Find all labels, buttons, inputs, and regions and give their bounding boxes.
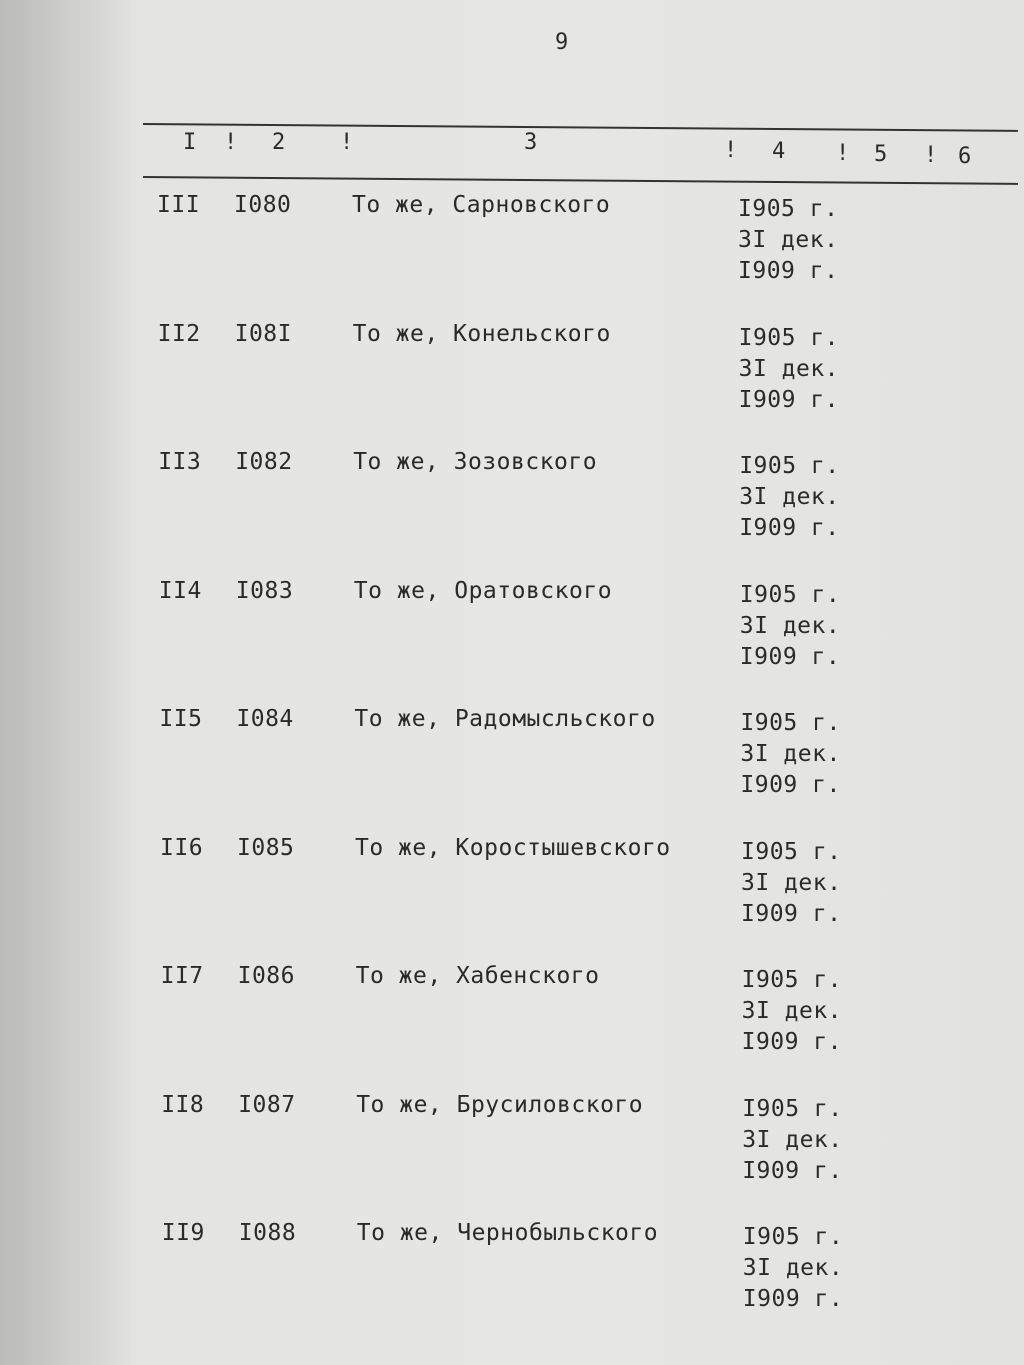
table-row — [0, 835, 1024, 955]
row-title: То же, Брусиловского — [356, 1091, 644, 1118]
header-separator: ! — [340, 130, 354, 155]
row-title: То же, Коростышевского — [355, 834, 671, 861]
row-code: I080 — [234, 192, 292, 218]
row-dates — [738, 194, 838, 287]
row-dates — [739, 451, 839, 544]
date-line: I909 г. — [739, 643, 841, 670]
row-dates — [740, 708, 840, 801]
date-line: 3I дек. — [738, 227, 839, 253]
row-code: I083 — [235, 577, 294, 604]
row-code: I082 — [235, 449, 293, 475]
table-row — [0, 963, 1024, 1083]
row-number: II9 — [161, 1220, 205, 1246]
row-dates — [740, 580, 840, 673]
table-row — [0, 1092, 1024, 1212]
date-line: 3I дек. — [741, 998, 843, 1024]
row-code: I084 — [236, 706, 294, 732]
date-line: I909 г. — [741, 900, 842, 927]
header-separator: ! — [224, 130, 238, 155]
date-line: 3I дек. — [741, 869, 842, 896]
row-title: То же, Конельского — [352, 320, 611, 347]
date-line: I909 г. — [738, 258, 839, 284]
table-row — [0, 578, 1024, 698]
date-line: I909 г. — [740, 772, 841, 798]
row-title: То же, Чернобыльского — [356, 1220, 659, 1246]
header-separator: ! — [924, 143, 938, 168]
row-code: I088 — [238, 1220, 297, 1246]
date-line: I905 г. — [738, 196, 839, 222]
row-title: То же, Оратовского — [353, 577, 613, 604]
header-col-6: 6 — [958, 144, 972, 169]
date-line: I905 г. — [738, 324, 840, 351]
date-line: I905 г. — [742, 1224, 844, 1250]
date-line: I905 г. — [742, 1095, 843, 1122]
row-number: II3 — [158, 449, 202, 475]
date-line: 3I дек. — [738, 355, 840, 382]
header-col-2: 2 — [272, 130, 286, 155]
date-line: I909 г. — [741, 1029, 843, 1055]
row-number: III — [157, 192, 201, 218]
row-number: II5 — [159, 706, 203, 732]
row-title: То же, Сарновского — [352, 192, 611, 218]
date-line: 3I дек. — [742, 1255, 844, 1281]
row-code: I087 — [238, 1091, 296, 1118]
date-line: I909 г. — [742, 1157, 843, 1184]
row-title: То же, Радомысльского — [354, 706, 656, 732]
row-title: То же, Хабенского — [355, 963, 600, 989]
date-line: I905 г. — [741, 838, 842, 865]
table-row — [0, 449, 1024, 569]
date-line: 3I дек. — [742, 1126, 843, 1153]
table-row — [0, 706, 1024, 826]
header-bottom-rule — [143, 176, 1018, 185]
row-code: I08I — [234, 320, 292, 347]
date-line: I909 г. — [738, 386, 840, 413]
table-row — [0, 1220, 1024, 1340]
row-dates — [739, 323, 839, 416]
table-row — [0, 321, 1024, 441]
row-number: II7 — [160, 963, 204, 989]
header-separator: ! — [724, 138, 738, 163]
row-dates — [741, 837, 841, 930]
date-line: I905 г. — [739, 453, 840, 479]
header-col-4: 4 — [772, 139, 786, 164]
row-code: I085 — [237, 834, 295, 861]
table-row — [0, 192, 1024, 312]
date-line: I909 г. — [742, 1286, 844, 1312]
date-line: I905 г. — [741, 967, 843, 993]
date-line: I909 г. — [739, 515, 840, 541]
row-dates — [743, 1222, 843, 1315]
header-col-3: 3 — [524, 130, 538, 155]
date-line: I905 г. — [739, 581, 841, 608]
row-number: II2 — [157, 320, 201, 347]
row-dates — [742, 1094, 842, 1187]
row-number: II8 — [161, 1091, 205, 1118]
header-separator: ! — [836, 141, 850, 166]
row-number: II4 — [158, 577, 202, 604]
row-dates — [742, 965, 842, 1058]
row-title: То же, Зозовского — [353, 449, 598, 475]
row-number: II6 — [160, 834, 204, 861]
date-line: 3I дек. — [739, 484, 840, 510]
date-line: I905 г. — [740, 710, 841, 736]
date-line: 3I дек. — [739, 612, 841, 639]
header-col-1: I — [183, 130, 197, 155]
page-number: 9 — [555, 30, 569, 55]
header-col-5: 5 — [874, 142, 888, 167]
row-code: I086 — [237, 963, 295, 989]
date-line: 3I дек. — [740, 741, 841, 767]
